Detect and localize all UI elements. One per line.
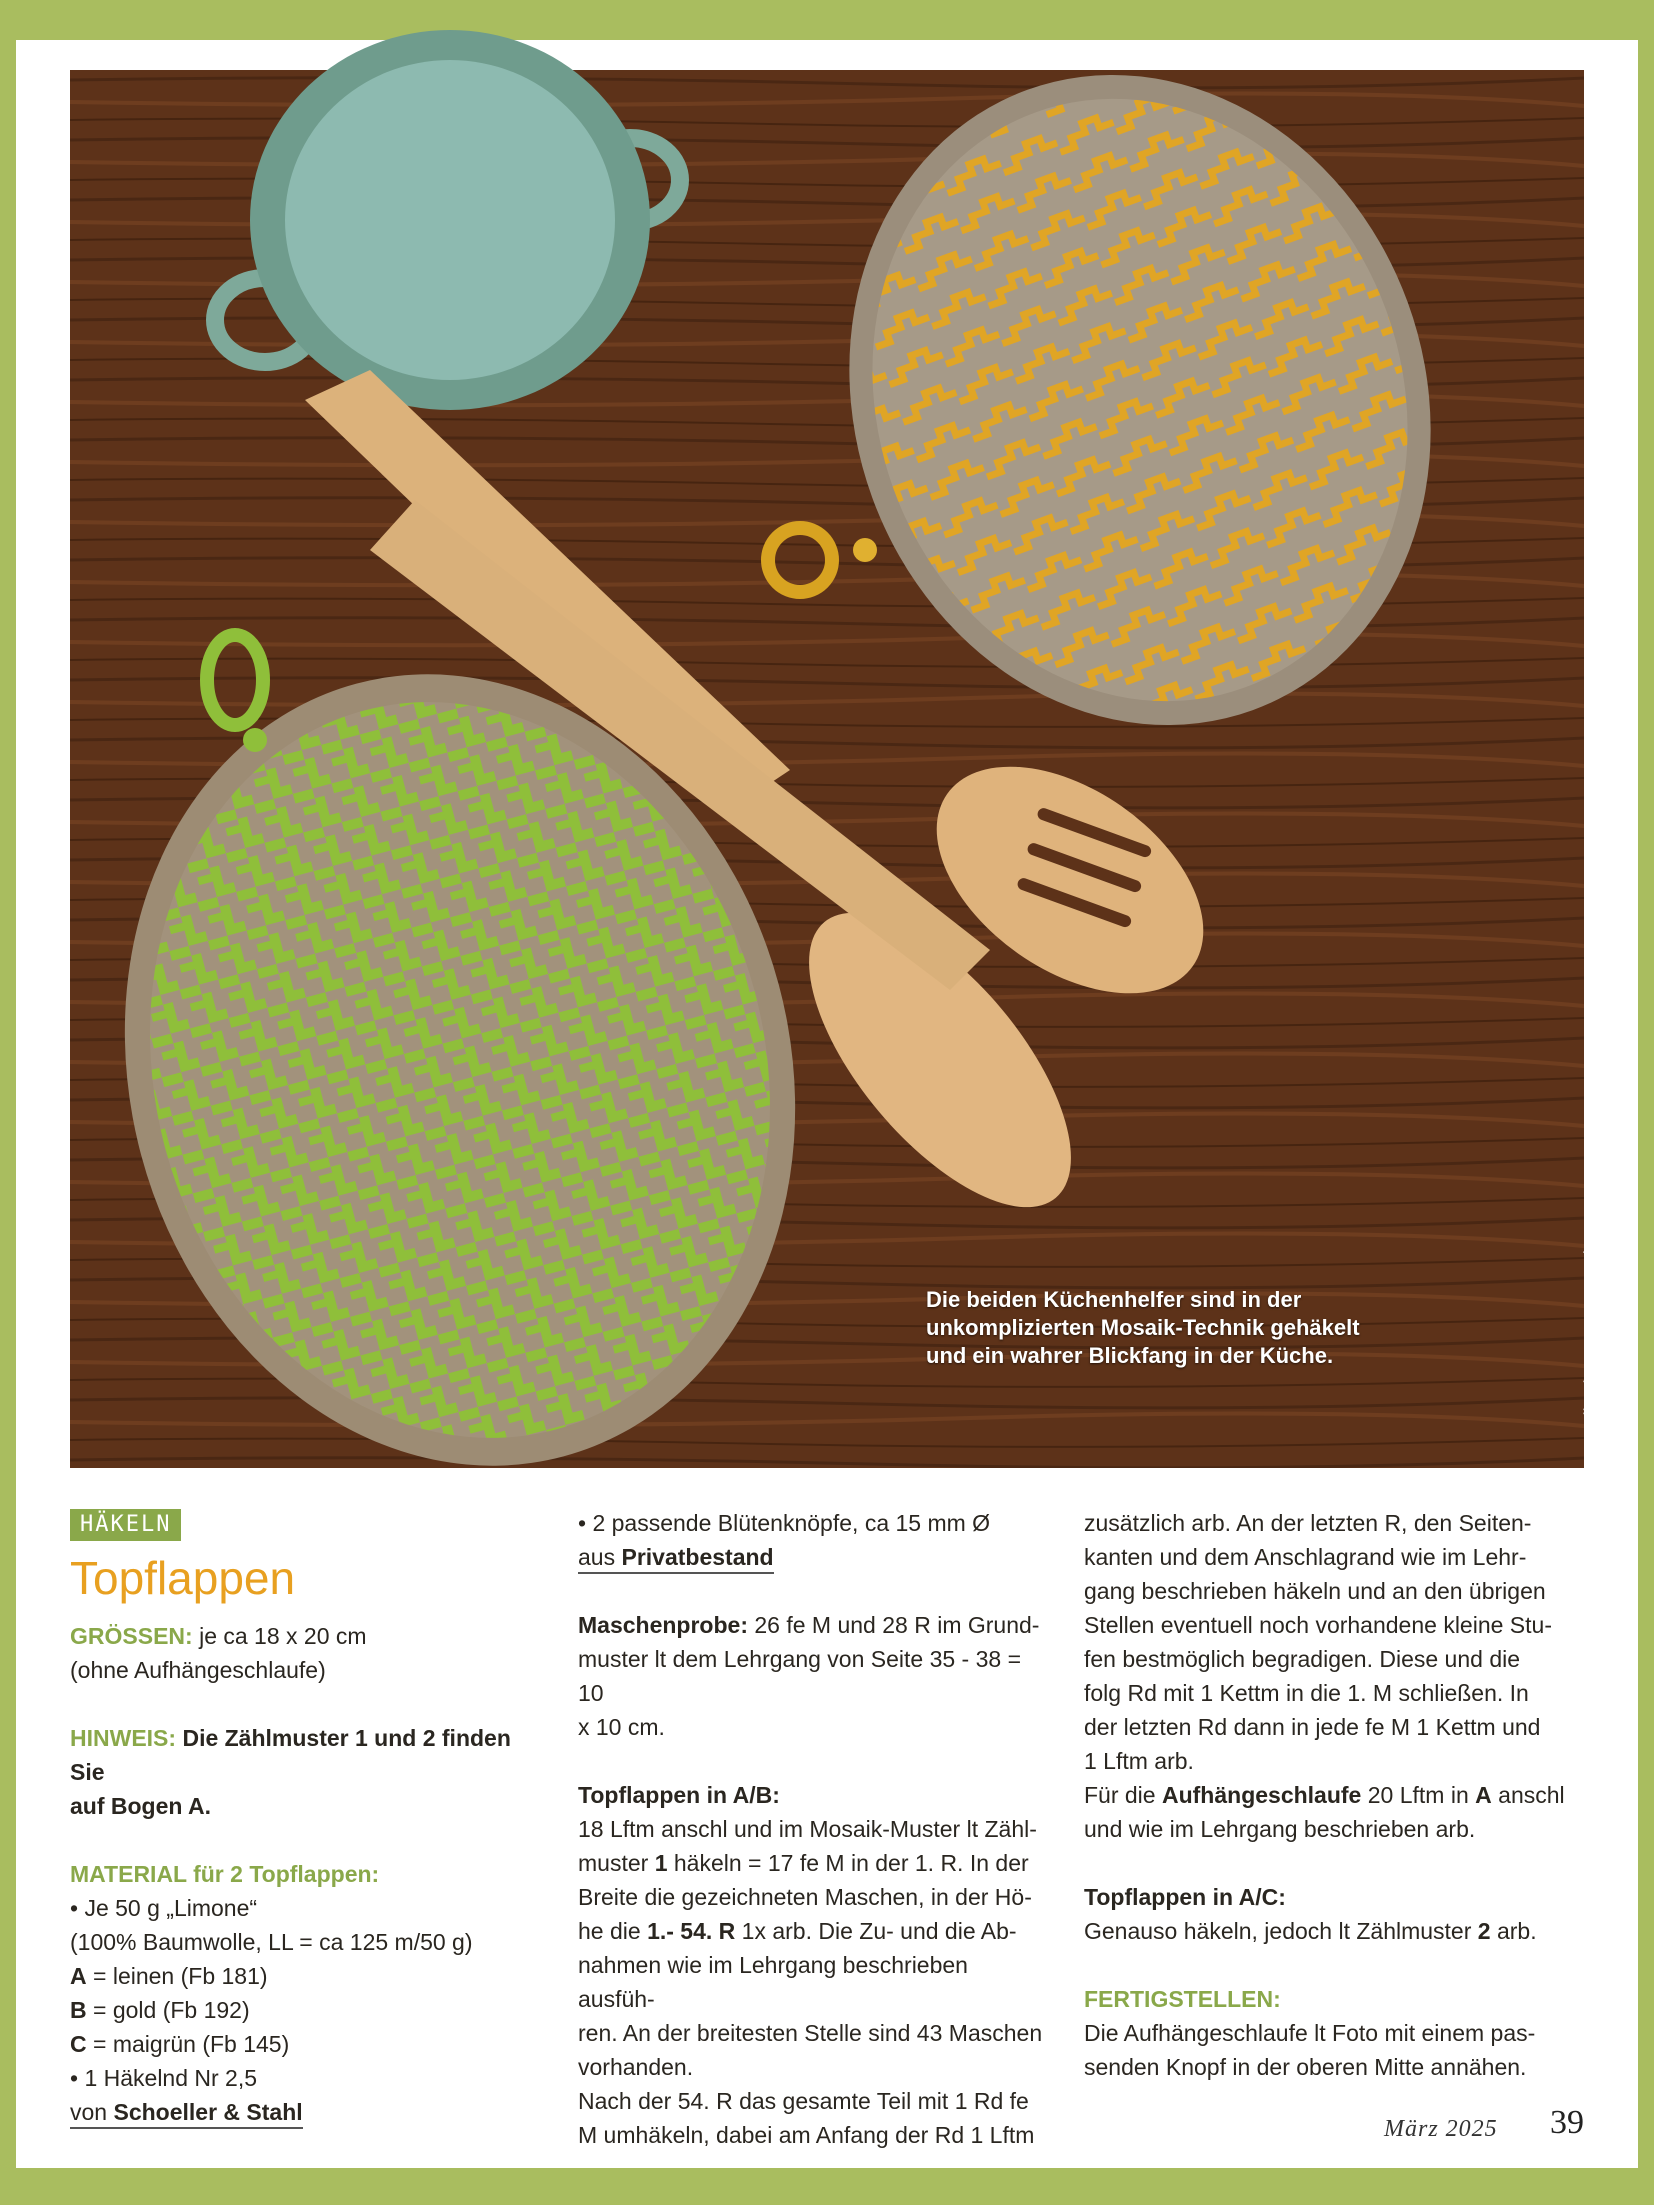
- caption-line: und ein wahrer Blickfang in der Küche.: [926, 1343, 1334, 1368]
- finish-label: FERTIGSTELLEN:: [1084, 1986, 1281, 2012]
- ab-text: ren. An der breitesten Stelle sind 43 Maschen: [578, 2020, 1043, 2046]
- loop-text: Für die Aufhängeschlaufe 20 Lftm in A anschl: [1084, 1782, 1565, 1808]
- credit-line: Idee + Realisation: Ina Langguth,: [1581, 1239, 1601, 1504]
- category-tag: HÄKELN: [70, 1509, 181, 1541]
- color-c: [70, 2027, 540, 2061]
- finish-text: senden Knopf in der oberen Mitte annähen.: [1084, 2054, 1527, 2080]
- caption-line: unkomplizierten Mosaik-Technik gehäkelt: [926, 1315, 1360, 1340]
- photo-credit: [1578, 804, 1630, 1504]
- ab-text: he die 1.- 54. R 1x arb. Die Zu- und die Ab-: [578, 1918, 1017, 1944]
- material-yarn-details: (100% Baumwolle, LL = ca 125 m/50 g): [70, 1929, 473, 1955]
- body-text: zusätzlich arb. An der letzten R, den Seiten-: [1084, 1510, 1532, 1536]
- sizes-note: (ohne Aufhängeschlaufe): [70, 1657, 326, 1683]
- color-b-key: B: [70, 1997, 87, 2023]
- credit-line: Foto: Kenny Pool | Foto & Videoproduction, Styling: Katrin Limmer: [1607, 977, 1627, 1504]
- photo-illustration: [70, 70, 1584, 1468]
- photo-caption: [926, 1286, 1406, 1370]
- ab-text: M umhäkeln, dabei am Anfang der Rd 1 Lftm: [578, 2122, 1035, 2148]
- gauge-text-3: x 10 cm.: [578, 1714, 665, 1740]
- ab-text: nahmen wie im Lehrgang beschrieben ausfüh-: [578, 1952, 968, 2012]
- gauge-label: Maschenprobe:: [578, 1612, 748, 1638]
- color-c-value: = maigrün (Fb 145): [86, 2031, 290, 2057]
- material-label: MATERIAL für 2 Topflappen:: [70, 1861, 380, 1887]
- body-text: folg Rd mit 1 Kettm in die 1. M schließen. In: [1084, 1680, 1529, 1706]
- sizes-value: je ca 18 x 20 cm: [192, 1623, 367, 1649]
- ac-text: Genauso häkeln, jedoch lt Zählmuster 2 arb.: [1084, 1918, 1537, 1944]
- buttons-material: • 2 passende Blütenknöpfe, ca 15 mm Ø: [578, 1510, 991, 1536]
- color-b-value: = gold (Fb 192): [86, 1997, 250, 2023]
- body-text: der letzten Rd dann in jede fe M 1 Kettm und: [1084, 1714, 1541, 1740]
- body-text: 1 Lftm arb.: [1084, 1748, 1194, 1774]
- magazine-issue: März 2025: [1384, 2116, 1498, 2142]
- left-frame-band: [0, 40, 16, 2168]
- color-a-value: = leinen (Fb 181): [86, 1963, 268, 1989]
- hint-line: [70, 1721, 540, 1789]
- ab-text: muster 1 häkeln = 17 fe M in der 1. R. In der: [578, 1850, 1029, 1876]
- brand-name: Schoeller & Stahl: [113, 2099, 303, 2125]
- ab-text: Breite die gezeichneten Maschen, in der Hö-: [578, 1884, 1032, 1910]
- color-c-key: C: [70, 2031, 87, 2057]
- color-a: [70, 1959, 540, 1993]
- ab-text: vorhanden.: [578, 2054, 694, 2080]
- brand-line: [70, 2097, 303, 2129]
- hint-text-2: auf Bogen A.: [70, 1793, 211, 1819]
- ab-text: Nach der 54. R das gesamte Teil mit 1 Rd fe: [578, 2088, 1029, 2114]
- page-number: 39: [1550, 2104, 1584, 2141]
- top-frame-band: [0, 0, 1654, 40]
- ac-heading: Topflappen in A/C:: [1084, 1884, 1286, 1910]
- hint-text: Die Zählmuster 1 und 2 finden Sie: [70, 1725, 511, 1785]
- hint-label: HINWEIS:: [70, 1725, 177, 1751]
- finish-text: Die Aufhängeschlaufe lt Foto mit einem pas-: [1084, 2020, 1536, 2046]
- source-line: [578, 1542, 774, 1574]
- loop-text-2: und wie im Lehrgang beschrieben arb.: [1084, 1816, 1476, 1842]
- right-frame-band: [1638, 40, 1654, 2168]
- ab-heading: Topflappen in A/B:: [578, 1782, 780, 1808]
- body-text: Stellen eventuell noch vorhandene kleine Stu-: [1084, 1612, 1552, 1638]
- product-photo: [70, 70, 1627, 1504]
- ab-text: 18 Lftm anschl und im Mosaik-Muster lt Zähl-: [578, 1816, 1037, 1842]
- color-b: [70, 1993, 540, 2027]
- article-title: Topflappen: [70, 1552, 296, 1604]
- body-text: fen bestmöglich begradigen. Diese und die: [1084, 1646, 1521, 1672]
- gauge-line: [578, 1608, 1048, 1642]
- sizes-label: GRÖSSEN:: [70, 1623, 193, 1649]
- brand-prefix: von: [70, 2099, 114, 2125]
- gauge-text: 26 fe M und 28 R im Grund-: [747, 1612, 1040, 1638]
- caption-line: Die beiden Küchenhelfer sind in der: [926, 1287, 1302, 1312]
- material-yarn: • Je 50 g „Limone“: [70, 1895, 258, 1921]
- color-a-key: A: [70, 1963, 87, 1989]
- gauge-text-2: muster lt dem Lehrgang von Seite 35 - 38 = 10: [578, 1646, 1022, 1706]
- column-instructions: [578, 1506, 1048, 2152]
- hook-size: • 1 Häkelnd Nr 2,5: [70, 2065, 258, 2091]
- bottom-frame-band: [0, 2168, 1654, 2205]
- source-prefix: aus: [578, 1544, 622, 1570]
- body-text: gang beschrieben häkeln und an den übrigen: [1084, 1578, 1546, 1604]
- body-text: kanten und dem Anschlagrand wie im Lehr-: [1084, 1544, 1527, 1570]
- column-finishing: [1084, 1506, 1584, 2084]
- column-materials: [70, 1506, 540, 2129]
- source-name: Privatbestand: [621, 1544, 774, 1570]
- sizes-line: [70, 1619, 540, 1653]
